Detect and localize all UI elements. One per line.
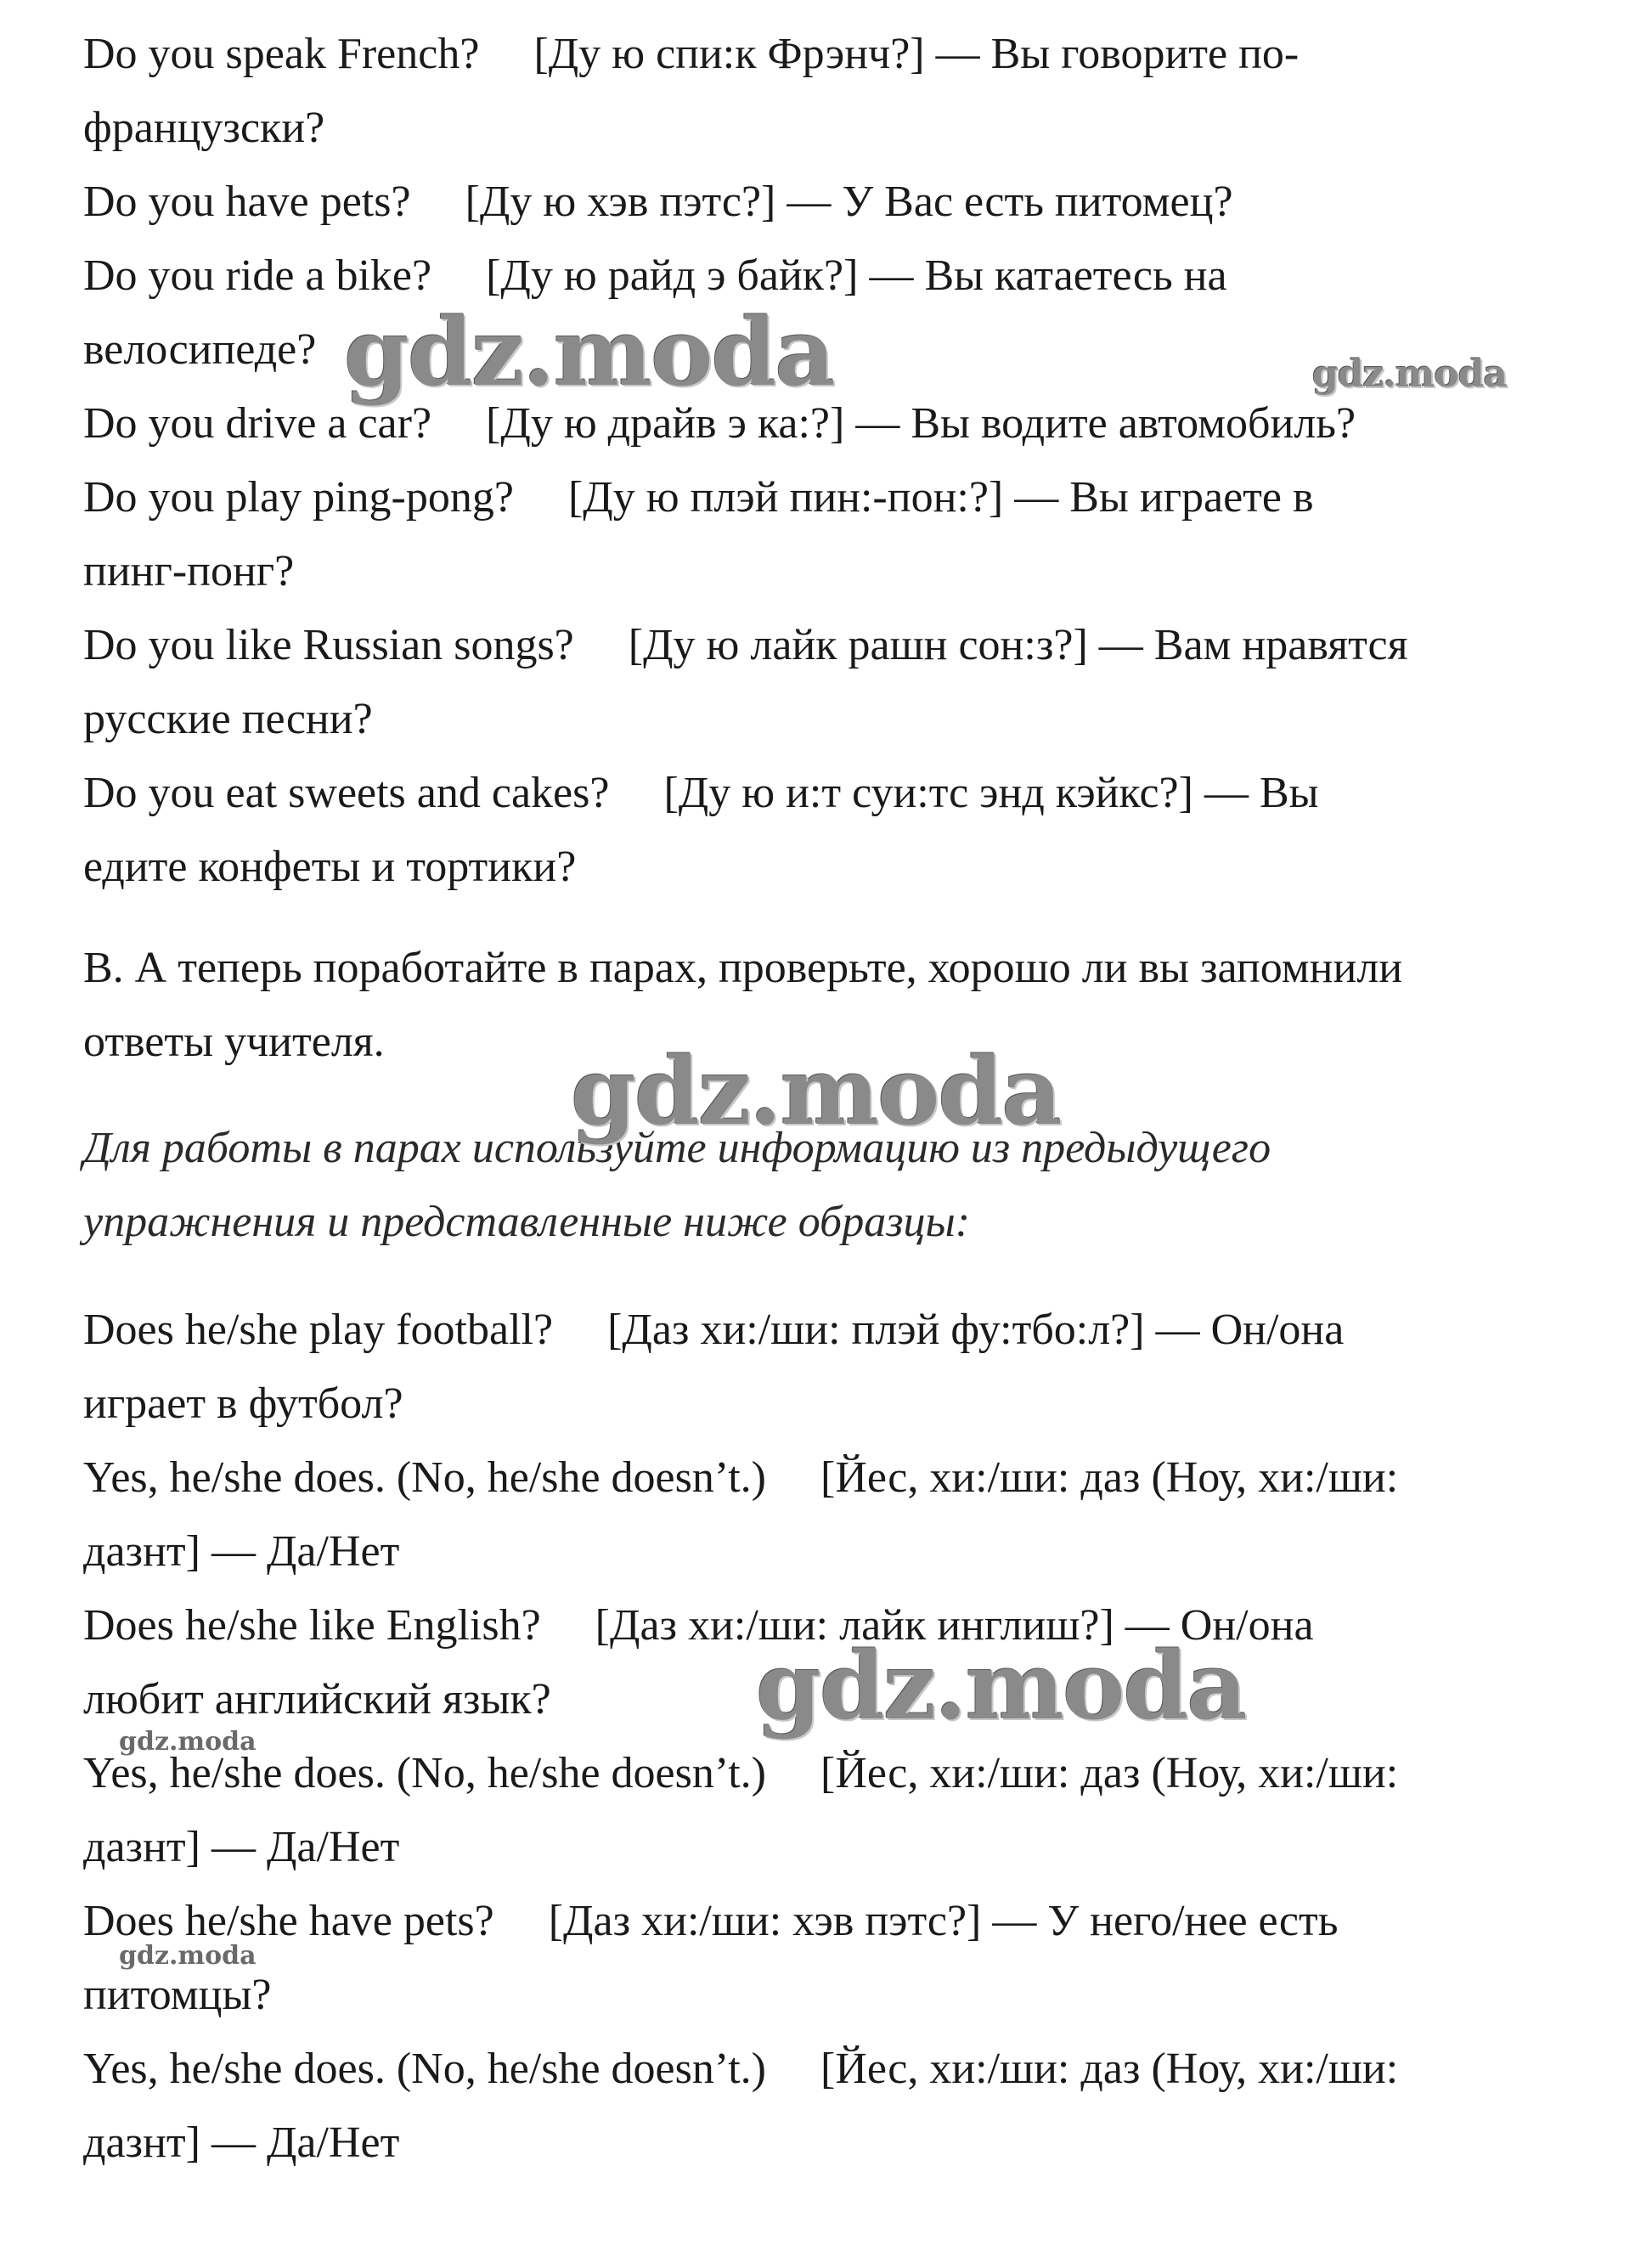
phrase-sweets-cakes xyxy=(83,756,1578,904)
translation-continuation: играет в футбол? xyxy=(83,1379,403,1428)
transcription-translation: [Даз хи:/ши: лайк инглиш?] — Он/она xyxy=(595,1601,1314,1650)
answer-football xyxy=(83,1441,1578,1588)
answer-english xyxy=(83,1736,1578,1884)
transcription-translation: [Даз хи:/ши: хэв пэтс?] — У него/нее есть xyxy=(548,1897,1339,1945)
watermark-logo: gdz.moda xyxy=(1312,353,1508,396)
transcription-translation: [Йес, хи:/ши: даз (Ноу, хи:/ши: xyxy=(820,2045,1399,2093)
transcription-translation: [Ду ю хэв пэтс?] — У Вас есть питомец? xyxy=(465,178,1233,226)
english-phrase: Do you like Russian songs? xyxy=(83,621,574,669)
transcription-translation: [Ду ю драйв э ка:?] — Вы водите автомобиль? xyxy=(486,399,1356,448)
english-phrase: Yes, he/she does. (No, he/she doesn’t.) xyxy=(83,1453,766,1502)
transcription-translation: [Даз хи:/ши: плэй фу:тбо:л?] — Он/она xyxy=(607,1306,1345,1354)
translation-continuation: дазнт] — Да/Нет xyxy=(83,1823,400,1871)
english-phrase: Do you play ping-pong? xyxy=(83,473,514,522)
transcription-translation: [Йес, хи:/ши: даз (Ноу, хи:/ши: xyxy=(820,1453,1399,1502)
translation-continuation: едите конфеты и тортики? xyxy=(83,843,577,891)
transcription-translation: [Ду ю лайк рашн сон:з?] — Вам нравятся xyxy=(628,621,1408,669)
phrase-ping-pong xyxy=(83,460,1578,608)
phrase-russian-songs xyxy=(83,608,1578,756)
watermark-logo: gdz.moda xyxy=(756,1631,1246,1740)
translation-continuation: французски? xyxy=(83,104,325,152)
transcription-translation: [Ду ю и:т суи:тс энд кэйкс?] — Вы xyxy=(663,769,1319,817)
english-phrase: Yes, he/she does. (No, he/she doesn’t.) xyxy=(83,2045,766,2093)
translation-continuation: русские песни? xyxy=(83,695,373,743)
transcription-translation: [Ду ю райд э байк?] — Вы катаетесь на xyxy=(486,251,1227,300)
translation-continuation: дазнт] — Да/Нет xyxy=(83,1527,400,1576)
watermark-logo: gdz.moda xyxy=(344,297,834,407)
watermark-logo: gdz.moda xyxy=(571,1036,1061,1146)
instruction-line-1: Для работы в парах используйте информацию из предыдущего xyxy=(83,1124,1271,1172)
translation-continuation: пинг-понг? xyxy=(83,547,295,595)
english-phrase: Does he/she like English? xyxy=(83,1601,541,1650)
task-line-2: ответы учителя. xyxy=(83,1018,385,1066)
transcription-translation: [Йес, хи:/ши: даз (Ноу, хи:/ши: xyxy=(820,1749,1399,1797)
english-phrase: Do you ride a bike? xyxy=(83,251,432,300)
instruction-line-2: упражнения и представленные ниже образцы: xyxy=(83,1198,971,1246)
translation-continuation: дазнт] — Да/Нет xyxy=(83,2118,400,2167)
answer-pets xyxy=(83,2032,1578,2180)
english-phrase: Do you eat sweets and cakes? xyxy=(83,769,610,817)
phrase-have-pets-3rd xyxy=(83,1884,1578,2032)
task-line-1: B. А теперь поработайте в парах, проверьте, хорошо ли вы запомнили xyxy=(83,944,1403,992)
watermark-logo: gdz.moda xyxy=(119,1941,257,1971)
transcription-translation: [Ду ю спи:к Фрэнч?] — Вы говорите по- xyxy=(533,30,1300,78)
transcription-translation: [Ду ю плэй пин:-пон:?] — Вы играете в xyxy=(567,473,1314,522)
phrase-speak-french xyxy=(83,17,1578,165)
english-phrase: Does he/she have pets? xyxy=(83,1897,494,1945)
watermark-logo: gdz.moda xyxy=(119,1727,257,1757)
phrase-play-football xyxy=(83,1293,1578,1441)
english-phrase: Yes, he/she does. (No, he/she doesn’t.) xyxy=(83,1749,766,1797)
english-phrase: Do you have pets? xyxy=(83,178,411,226)
english-phrase: Do you drive a car? xyxy=(83,399,432,448)
translation-continuation: питомцы? xyxy=(83,1971,272,2019)
translation-continuation: любит английский язык? xyxy=(83,1675,551,1724)
english-phrase: Does he/she play football? xyxy=(83,1306,554,1354)
translation-continuation: велосипеде? xyxy=(83,325,317,374)
english-phrase: Do you speak French? xyxy=(83,30,480,78)
phrase-have-pets xyxy=(83,165,1578,239)
